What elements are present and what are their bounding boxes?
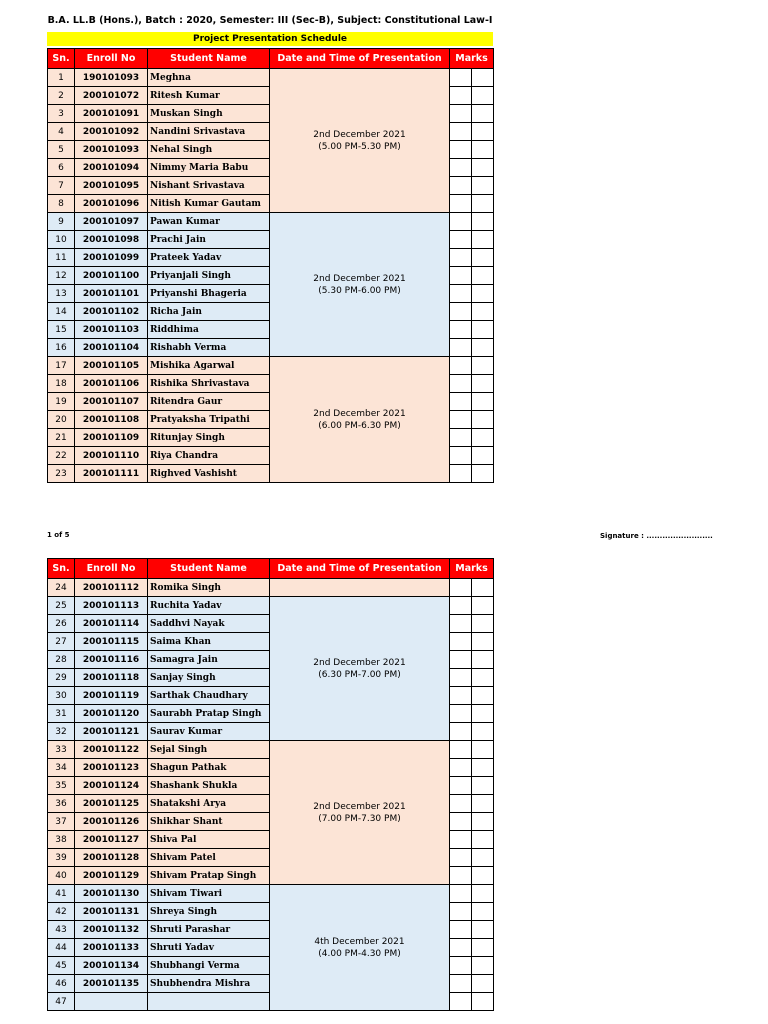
enroll-number: 200101091 xyxy=(75,105,148,123)
marks-cell[interactable] xyxy=(450,597,472,615)
student-name: Nehal Singh xyxy=(148,141,270,159)
marks-cell[interactable] xyxy=(450,339,472,357)
presentation-slot xyxy=(270,69,450,213)
marks-cell[interactable] xyxy=(472,903,494,921)
enroll-number: 200101129 xyxy=(75,867,148,885)
column-header: Sn. xyxy=(48,49,75,69)
enroll-number: 200101101 xyxy=(75,285,148,303)
enroll-number: 200101094 xyxy=(75,159,148,177)
page-number: 1 of 5 xyxy=(47,531,70,539)
serial-number: 20 xyxy=(48,411,75,429)
enroll-number: 200101133 xyxy=(75,939,148,957)
enroll-number: 200101099 xyxy=(75,249,148,267)
serial-number: 8 xyxy=(48,195,75,213)
marks-cell[interactable] xyxy=(450,141,472,159)
marks-cell[interactable] xyxy=(450,957,472,975)
marks-cell[interactable] xyxy=(450,231,472,249)
enroll-number: 200101110 xyxy=(75,447,148,465)
student-name: Shruti Yadav xyxy=(148,939,270,957)
serial-number: 17 xyxy=(48,357,75,375)
student-name: Shivam Patel xyxy=(148,849,270,867)
marks-cell[interactable] xyxy=(450,993,472,1011)
schedule-table-1 xyxy=(47,48,494,483)
marks-cell[interactable] xyxy=(472,669,494,687)
presentation-slot xyxy=(270,885,450,1011)
marks-cell[interactable] xyxy=(450,777,472,795)
marks-cell[interactable] xyxy=(472,411,494,429)
enroll-number: 200101115 xyxy=(75,633,148,651)
marks-cell[interactable] xyxy=(450,831,472,849)
marks-cell[interactable] xyxy=(472,213,494,231)
enroll-number: 200101135 xyxy=(75,975,148,993)
slot-date: 2nd December 2021 xyxy=(313,408,406,419)
marks-cell[interactable] xyxy=(450,903,472,921)
marks-cell[interactable] xyxy=(450,705,472,723)
enroll-number: 200101096 xyxy=(75,195,148,213)
marks-cell[interactable] xyxy=(450,723,472,741)
marks-cell[interactable] xyxy=(472,249,494,267)
enroll-number: 200101119 xyxy=(75,687,148,705)
student-name: Samagra Jain xyxy=(148,651,270,669)
enroll-number: 200101131 xyxy=(75,903,148,921)
marks-cell[interactable] xyxy=(450,105,472,123)
schedule-table-2 xyxy=(47,558,494,1011)
marks-cell[interactable] xyxy=(472,105,494,123)
column-header: Enroll No xyxy=(75,559,148,579)
marks-cell[interactable] xyxy=(450,159,472,177)
enroll-number: 200101095 xyxy=(75,177,148,195)
marks-cell[interactable] xyxy=(472,375,494,393)
student-name: Shikhar Shant xyxy=(148,813,270,831)
column-header: Marks xyxy=(450,49,494,69)
serial-number: 42 xyxy=(48,903,75,921)
marks-cell[interactable] xyxy=(472,831,494,849)
enroll-number: 200101128 xyxy=(75,849,148,867)
student-name: Romika Singh xyxy=(148,579,270,597)
enroll-number: 200101121 xyxy=(75,723,148,741)
marks-cell[interactable] xyxy=(450,975,472,993)
student-name: Sarthak Chaudhary xyxy=(148,687,270,705)
marks-cell[interactable] xyxy=(450,267,472,285)
student-name: Shiva Pal xyxy=(148,831,270,849)
enroll-number: 200101093 xyxy=(75,141,148,159)
serial-number: 31 xyxy=(48,705,75,723)
table-row xyxy=(48,885,494,903)
student-name: Nandini Srivastava xyxy=(148,123,270,141)
enroll-number: 200101105 xyxy=(75,357,148,375)
serial-number: 27 xyxy=(48,633,75,651)
student-name: Shatakshi Arya xyxy=(148,795,270,813)
marks-cell[interactable] xyxy=(472,339,494,357)
serial-number: 12 xyxy=(48,267,75,285)
enroll-number: 200101125 xyxy=(75,795,148,813)
marks-cell[interactable] xyxy=(472,141,494,159)
student-name: Nitish Kumar Gautam xyxy=(148,195,270,213)
serial-number: 5 xyxy=(48,141,75,159)
serial-number: 3 xyxy=(48,105,75,123)
student-name: Ritendra Gaur xyxy=(148,393,270,411)
serial-number: 15 xyxy=(48,321,75,339)
student-name: Nimmy Maria Babu xyxy=(148,159,270,177)
marks-cell[interactable] xyxy=(472,303,494,321)
serial-number: 45 xyxy=(48,957,75,975)
student-name: Muskan Singh xyxy=(148,105,270,123)
marks-cell[interactable] xyxy=(450,411,472,429)
slot-time: (6.30 PM-7.00 PM) xyxy=(318,669,401,680)
student-name: Shubhangi Verma xyxy=(148,957,270,975)
serial-number: 11 xyxy=(48,249,75,267)
enroll-number: 200101113 xyxy=(75,597,148,615)
marks-cell[interactable] xyxy=(450,813,472,831)
student-name: Meghna xyxy=(148,69,270,87)
serial-number: 28 xyxy=(48,651,75,669)
enroll-number: 200101122 xyxy=(75,741,148,759)
enroll-number: 200101116 xyxy=(75,651,148,669)
student-name: Ritunjay Singh xyxy=(148,429,270,447)
student-name: Shashank Shukla xyxy=(148,777,270,795)
student-name: Nishant Srivastava xyxy=(148,177,270,195)
enroll-number: 200101092 xyxy=(75,123,148,141)
marks-cell[interactable] xyxy=(450,579,472,597)
marks-cell[interactable] xyxy=(450,303,472,321)
marks-cell[interactable] xyxy=(472,795,494,813)
marks-cell[interactable] xyxy=(450,249,472,267)
serial-number: 35 xyxy=(48,777,75,795)
marks-cell[interactable] xyxy=(450,375,472,393)
serial-number: 4 xyxy=(48,123,75,141)
slot-time: (5.30 PM-6.00 PM) xyxy=(318,285,401,296)
student-name: Pawan Kumar xyxy=(148,213,270,231)
enroll-number: 200101107 xyxy=(75,393,148,411)
marks-cell[interactable] xyxy=(450,69,472,87)
marks-cell[interactable] xyxy=(472,177,494,195)
enroll-number: 200101132 xyxy=(75,921,148,939)
serial-number: 21 xyxy=(48,429,75,447)
column-header: Student Name xyxy=(148,559,270,579)
student-name: Shivam Tiwari xyxy=(148,885,270,903)
table-row xyxy=(48,213,494,231)
slot-date: 2nd December 2021 xyxy=(313,657,406,668)
enroll-number: 200101120 xyxy=(75,705,148,723)
marks-cell[interactable] xyxy=(450,195,472,213)
student-name: Shruti Parashar xyxy=(148,921,270,939)
marks-cell[interactable] xyxy=(472,285,494,303)
serial-number: 24 xyxy=(48,579,75,597)
column-header: Sn. xyxy=(48,559,75,579)
slot-date: 2nd December 2021 xyxy=(313,801,406,812)
table-row xyxy=(48,357,494,375)
student-name: Riya Chandra xyxy=(148,447,270,465)
marks-cell[interactable] xyxy=(450,447,472,465)
marks-cell[interactable] xyxy=(472,429,494,447)
enroll-number: 200101072 xyxy=(75,87,148,105)
serial-number: 40 xyxy=(48,867,75,885)
serial-number: 30 xyxy=(48,687,75,705)
student-name: Richa Jain xyxy=(148,303,270,321)
serial-number: 6 xyxy=(48,159,75,177)
serial-number: 7 xyxy=(48,177,75,195)
student-name: Righved Vashisht xyxy=(148,465,270,483)
student-name: Pratyaksha Tripathi xyxy=(148,411,270,429)
column-header: Enroll No xyxy=(75,49,148,69)
marks-cell[interactable] xyxy=(450,867,472,885)
marks-cell[interactable] xyxy=(472,231,494,249)
marks-cell[interactable] xyxy=(472,705,494,723)
marks-cell[interactable] xyxy=(450,921,472,939)
enroll-number: 200101111 xyxy=(75,465,148,483)
marks-cell[interactable] xyxy=(450,849,472,867)
student-name: Riddhima xyxy=(148,321,270,339)
document-title: B.A. LL.B (Hons.), Batch : 2020, Semester: III (Sec-B), Subject: Constitutional Law-I xyxy=(47,15,493,26)
enroll-number: 200101123 xyxy=(75,759,148,777)
student-name: Saurabh Pratap Singh xyxy=(148,705,270,723)
serial-number: 43 xyxy=(48,921,75,939)
enroll-number: 200101106 xyxy=(75,375,148,393)
student-name: Ritesh Kumar xyxy=(148,87,270,105)
marks-cell[interactable] xyxy=(450,669,472,687)
serial-number: 10 xyxy=(48,231,75,249)
enroll-number: 200101126 xyxy=(75,813,148,831)
enroll-number: 200101104 xyxy=(75,339,148,357)
signature-line: Signature : ......................... xyxy=(600,532,713,540)
enroll-number xyxy=(75,993,148,1011)
enroll-number: 200101102 xyxy=(75,303,148,321)
marks-cell[interactable] xyxy=(472,687,494,705)
serial-number: 13 xyxy=(48,285,75,303)
marks-cell[interactable] xyxy=(472,267,494,285)
marks-cell[interactable] xyxy=(472,957,494,975)
table-row xyxy=(48,579,494,597)
enroll-number: 200101109 xyxy=(75,429,148,447)
serial-number: 44 xyxy=(48,939,75,957)
student-name: Saurav Kumar xyxy=(148,723,270,741)
enroll-number: 200101108 xyxy=(75,411,148,429)
student-name: Shubhendra Mishra xyxy=(148,975,270,993)
serial-number: 2 xyxy=(48,87,75,105)
enroll-number: 200101112 xyxy=(75,579,148,597)
marks-cell[interactable] xyxy=(472,813,494,831)
marks-cell[interactable] xyxy=(472,465,494,483)
enroll-number: 200101097 xyxy=(75,213,148,231)
serial-number: 41 xyxy=(48,885,75,903)
marks-cell[interactable] xyxy=(450,795,472,813)
marks-cell[interactable] xyxy=(450,939,472,957)
enroll-number: 200101098 xyxy=(75,231,148,249)
slot-time: (5.00 PM-5.30 PM) xyxy=(318,141,401,152)
column-header: Date and Time of Presentation xyxy=(270,49,450,69)
presentation-slot xyxy=(270,213,450,357)
marks-cell[interactable] xyxy=(472,993,494,1011)
serial-number: 22 xyxy=(48,447,75,465)
student-name: Saddhvi Nayak xyxy=(148,615,270,633)
serial-number: 34 xyxy=(48,759,75,777)
marks-cell[interactable] xyxy=(450,177,472,195)
enroll-number: 190101093 xyxy=(75,69,148,87)
slot-date: 4th December 2021 xyxy=(314,936,405,947)
table-row xyxy=(48,741,494,759)
slot-time: (6.00 PM-6.30 PM) xyxy=(318,420,401,431)
marks-cell[interactable] xyxy=(472,357,494,375)
marks-cell[interactable] xyxy=(472,195,494,213)
serial-number: 9 xyxy=(48,213,75,231)
student-name: Prateek Yadav xyxy=(148,249,270,267)
marks-cell[interactable] xyxy=(472,159,494,177)
serial-number: 14 xyxy=(48,303,75,321)
enroll-number: 200101100 xyxy=(75,267,148,285)
serial-number: 32 xyxy=(48,723,75,741)
enroll-number: 200101134 xyxy=(75,957,148,975)
serial-number: 47 xyxy=(48,993,75,1011)
marks-cell[interactable] xyxy=(472,939,494,957)
marks-cell[interactable] xyxy=(472,321,494,339)
marks-cell[interactable] xyxy=(472,579,494,597)
slot-date: 2nd December 2021 xyxy=(313,129,406,140)
marks-cell[interactable] xyxy=(450,357,472,375)
student-name: Shivam Pratap Singh xyxy=(148,867,270,885)
marks-cell[interactable] xyxy=(472,447,494,465)
student-name: Shagun Pathak xyxy=(148,759,270,777)
schedule-banner: Project Presentation Schedule xyxy=(47,32,493,46)
table-row xyxy=(48,69,494,87)
marks-cell[interactable] xyxy=(450,285,472,303)
enroll-number: 200101118 xyxy=(75,669,148,687)
enroll-number: 200101103 xyxy=(75,321,148,339)
student-name: Mishika Agarwal xyxy=(148,357,270,375)
serial-number: 33 xyxy=(48,741,75,759)
serial-number: 36 xyxy=(48,795,75,813)
marks-cell[interactable] xyxy=(450,393,472,411)
marks-cell[interactable] xyxy=(472,615,494,633)
marks-cell[interactable] xyxy=(472,867,494,885)
presentation-slot xyxy=(270,579,450,597)
marks-cell[interactable] xyxy=(450,651,472,669)
column-header: Date and Time of Presentation xyxy=(270,559,450,579)
presentation-slot xyxy=(270,741,450,885)
serial-number: 23 xyxy=(48,465,75,483)
marks-cell[interactable] xyxy=(450,687,472,705)
student-name: Priyanjali Singh xyxy=(148,267,270,285)
student-name: Sanjay Singh xyxy=(148,669,270,687)
serial-number: 18 xyxy=(48,375,75,393)
student-name: Prachi Jain xyxy=(148,231,270,249)
serial-number: 16 xyxy=(48,339,75,357)
slot-time: (4.00 PM-4.30 PM) xyxy=(318,948,401,959)
serial-number: 38 xyxy=(48,831,75,849)
serial-number: 29 xyxy=(48,669,75,687)
marks-cell[interactable] xyxy=(472,633,494,651)
marks-cell[interactable] xyxy=(472,723,494,741)
marks-cell[interactable] xyxy=(472,921,494,939)
student-name: Ruchita Yadav xyxy=(148,597,270,615)
marks-cell[interactable] xyxy=(450,741,472,759)
serial-number: 19 xyxy=(48,393,75,411)
column-header: Marks xyxy=(450,559,494,579)
marks-cell[interactable] xyxy=(472,651,494,669)
marks-cell[interactable] xyxy=(450,465,472,483)
student-name: Sejal Singh xyxy=(148,741,270,759)
marks-cell[interactable] xyxy=(472,777,494,795)
enroll-number: 200101130 xyxy=(75,885,148,903)
serial-number: 26 xyxy=(48,615,75,633)
presentation-slot xyxy=(270,597,450,741)
marks-cell[interactable] xyxy=(450,615,472,633)
student-name: Saima Khan xyxy=(148,633,270,651)
marks-cell[interactable] xyxy=(450,321,472,339)
table-row xyxy=(48,597,494,615)
serial-number: 39 xyxy=(48,849,75,867)
enroll-number: 200101114 xyxy=(75,615,148,633)
serial-number: 1 xyxy=(48,69,75,87)
marks-cell[interactable] xyxy=(450,123,472,141)
marks-cell[interactable] xyxy=(450,885,472,903)
marks-cell[interactable] xyxy=(472,741,494,759)
marks-cell[interactable] xyxy=(472,597,494,615)
student-name: Rishabh Verma xyxy=(148,339,270,357)
serial-number: 46 xyxy=(48,975,75,993)
marks-cell[interactable] xyxy=(450,429,472,447)
marks-cell[interactable] xyxy=(472,87,494,105)
enroll-number: 200101124 xyxy=(75,777,148,795)
marks-cell[interactable] xyxy=(472,975,494,993)
marks-cell[interactable] xyxy=(472,393,494,411)
marks-cell[interactable] xyxy=(450,633,472,651)
marks-cell[interactable] xyxy=(450,87,472,105)
student-name xyxy=(148,993,270,1011)
serial-number: 37 xyxy=(48,813,75,831)
student-name: Rishika Shrivastava xyxy=(148,375,270,393)
slot-time: (7.00 PM-7.30 PM) xyxy=(318,813,401,824)
serial-number: 25 xyxy=(48,597,75,615)
slot-date: 2nd December 2021 xyxy=(313,273,406,284)
marks-cell[interactable] xyxy=(472,885,494,903)
student-name: Shreya Singh xyxy=(148,903,270,921)
presentation-slot xyxy=(270,357,450,483)
marks-cell[interactable] xyxy=(472,69,494,87)
marks-cell[interactable] xyxy=(450,213,472,231)
student-name: Priyanshi Bhageria xyxy=(148,285,270,303)
enroll-number: 200101127 xyxy=(75,831,148,849)
marks-cell[interactable] xyxy=(472,759,494,777)
marks-cell[interactable] xyxy=(472,849,494,867)
column-header: Student Name xyxy=(148,49,270,69)
marks-cell[interactable] xyxy=(472,123,494,141)
marks-cell[interactable] xyxy=(450,759,472,777)
